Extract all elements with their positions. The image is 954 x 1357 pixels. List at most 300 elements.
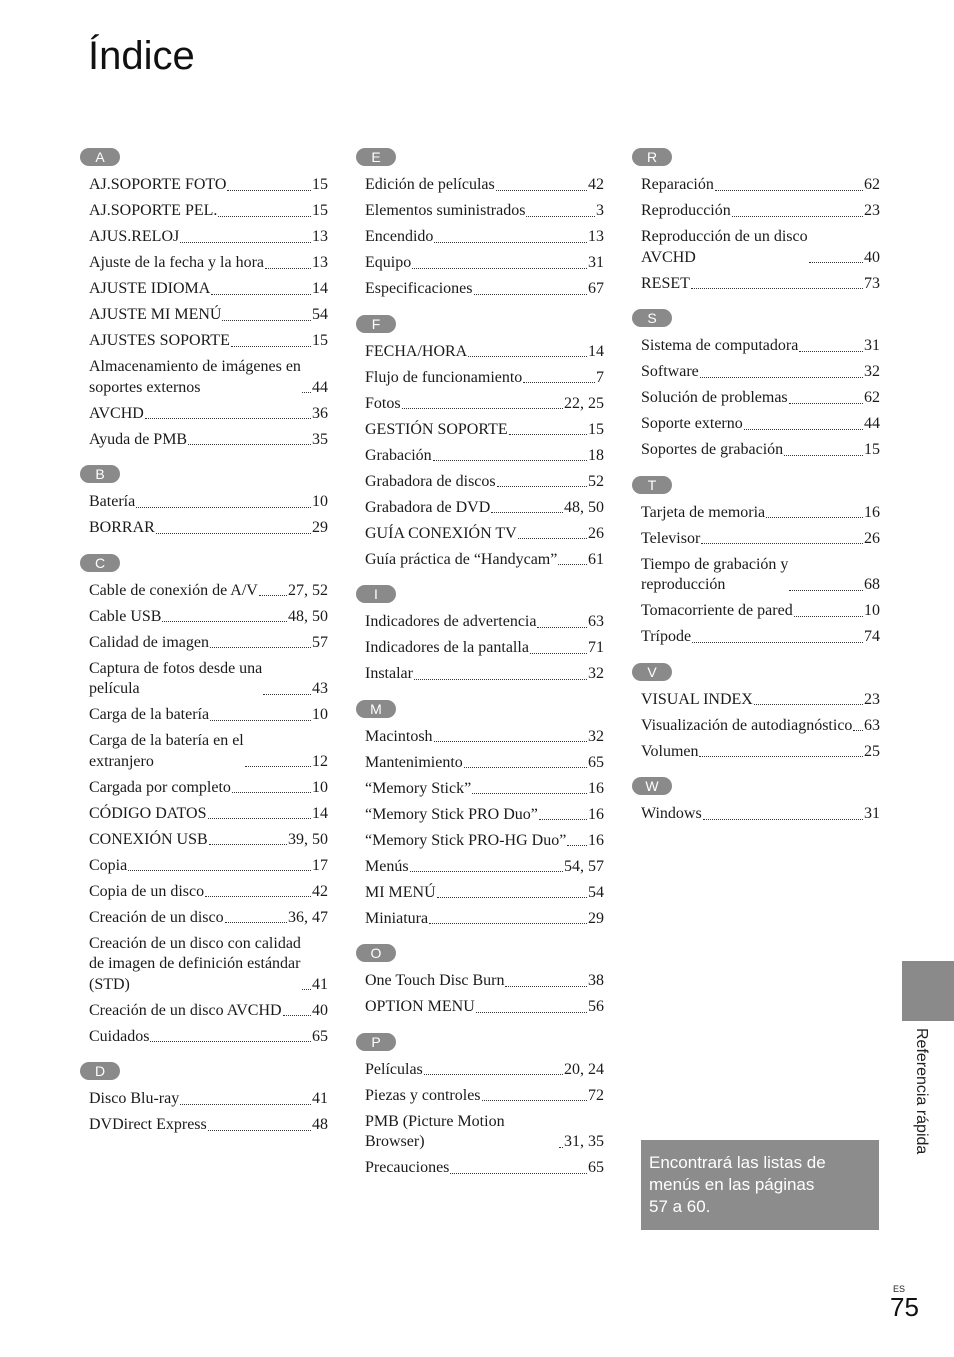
dot-leader [414,679,587,680]
index-entry[interactable] [365,638,604,659]
index-entry-term: Encendido [365,228,434,245]
index-section [356,315,604,571]
index-entry-list [80,581,328,1048]
dot-leader [211,294,311,295]
index-entry-page: 74 [864,628,880,645]
dot-leader [424,1074,563,1075]
index-entry[interactable] [365,498,604,519]
index-entry-page: 15 [588,420,604,438]
index-entry-page: 23 [864,202,880,219]
index-entry-page: 14 [588,342,604,360]
index-entry[interactable] [365,664,604,685]
index-entry[interactable] [89,1089,328,1110]
index-entry-term: “Memory Stick PRO-HG Duo” [365,831,567,849]
index-entry-term: Menús [365,857,409,875]
dot-leader [530,653,587,654]
index-entry-term: AVCHD [89,404,144,422]
index-entry[interactable] [641,201,880,222]
index-entry-term: Sistema de computadora [641,337,799,354]
index-entry-term: Solución de problemas [641,389,788,406]
index-entry-page: 32 [588,727,604,745]
index-entry-term: Cable USB [89,607,162,625]
page-title: Índice [88,34,195,78]
index-entry-page: 7 [596,368,604,386]
dot-leader [434,741,587,742]
index-entry-term: Guía práctica de “Handycam” [365,550,558,568]
dot-leader [474,294,588,295]
index-entry-term: Calidad de imagen [89,633,209,651]
index-entry[interactable] [641,742,880,763]
index-entry-term: Windows [641,805,702,822]
index-entry[interactable] [365,831,604,852]
index-entry-list [632,503,880,648]
index-entry-term: Copia [89,856,128,874]
index-entry-page: 16 [588,805,604,823]
index-entry-page: 54, 57 [564,857,604,875]
index-entry[interactable] [365,175,604,196]
index-entry[interactable] [365,394,604,415]
dot-leader [180,242,311,243]
index-entry-page: 14 [312,804,328,822]
index-entry[interactable] [365,342,604,363]
dot-leader [526,216,595,217]
index-entry-page: 68 [864,576,880,593]
index-entry[interactable] [89,607,328,628]
index-entry-term: Visualización de autodiagnóstico [641,716,853,734]
index-entry-term: Reproducción [641,202,731,219]
index-entry-page: 41 [312,975,328,993]
dot-leader [482,1100,587,1101]
index-entry-page: 29 [588,909,604,927]
index-entry-page: 48 [312,1116,328,1133]
index-entry[interactable] [89,175,328,196]
index-entry[interactable] [365,446,604,467]
index-entry-page: 13 [588,228,604,245]
index-entry-term: AJUSTES SOPORTE [89,332,230,349]
index-entry-term: Carga de la batería en el extranjero [89,732,244,770]
dot-leader [754,704,863,705]
index-entry[interactable] [89,856,328,877]
index-entry-term: Trípode [641,628,692,645]
dot-leader [145,418,311,419]
page-number: 75 [890,1292,919,1322]
index-entry[interactable] [365,1158,604,1179]
index-entry[interactable] [365,971,604,992]
dot-leader [283,1015,311,1016]
index-entry[interactable] [641,362,880,383]
dot-leader [559,1147,563,1148]
index-entry-term: Películas [365,1060,423,1078]
index-entry-term: Volumen [641,742,699,760]
index-entry[interactable] [641,627,880,648]
index-entry-page: 54 [588,883,604,901]
index-entry[interactable] [365,612,604,633]
section-letter-badge: M [356,700,396,718]
index-entry[interactable] [365,1060,604,1081]
section-letter-badge: I [356,585,396,603]
index-entry[interactable] [641,601,880,622]
index-entry[interactable] [641,440,880,461]
index-entry[interactable] [89,227,328,248]
index-section [356,148,604,300]
index-entry-term: PMB (Picture Motion Browser) [365,1112,505,1150]
index-entry-page: 29 [312,519,328,536]
index-entry-term: Copia de un disco [89,882,205,900]
dot-leader [703,819,863,820]
index-entry[interactable] [641,175,880,196]
index-entry-term: GUÍA CONEXIÓN TV [365,524,517,542]
index-entry-term: Software [641,363,699,380]
index-section [632,148,880,294]
index-entry-page: 18 [588,446,604,464]
index-entry[interactable] [365,368,604,389]
index-entry-page: 72 [588,1086,604,1104]
index-entry[interactable] [365,253,604,274]
index-entry-term: Especificaciones [365,280,473,297]
index-entry-page: 31 [864,337,880,354]
index-entry-page: 40 [864,248,880,266]
index-entry-term: Grabación [365,446,432,464]
dot-leader [558,564,587,565]
index-entry[interactable] [365,279,604,300]
index-entry-term: Equipo [365,254,412,271]
index-entry-term: Creación de un disco AVCHD [89,1001,282,1019]
index-entry-term: Grabadora de discos [365,472,496,490]
dot-leader [302,989,311,990]
index-entry[interactable] [89,778,328,799]
index-entry-term: Carga de la batería [89,706,210,723]
index-entry[interactable] [365,883,604,904]
dot-leader [699,756,863,757]
dot-leader [210,720,311,721]
dot-leader [732,216,863,217]
index-entry-term: Flujo de funcionamiento [365,368,523,386]
index-entry[interactable] [89,581,328,602]
index-entry-term: BORRAR [89,519,155,536]
index-entry-list [356,612,604,685]
index-entry-term: Fotos [365,394,401,412]
dot-leader [476,1012,587,1013]
index-entry-page: 17 [312,856,328,874]
index-entry-term: Ayuda de PMB [89,430,188,448]
index-entry-term: Tiempo de grabación y reproducción [641,555,789,593]
index-entry-page: 16 [864,503,880,521]
index-entry-term: DVDirect Express [89,1116,207,1133]
index-entry-term: “Memory Stick PRO Duo” [365,805,538,823]
index-entry[interactable] [641,503,880,524]
index-entry-term: OPTION MENU [365,998,475,1015]
dot-leader [433,460,587,461]
dot-leader [162,621,287,622]
index-entry-page: 65 [312,1027,328,1045]
index-entry[interactable] [89,357,328,398]
index-entry-term: Miniatura [365,909,429,927]
dot-leader [701,543,863,544]
dot-leader [691,288,863,289]
index-entry[interactable] [89,201,328,222]
index-entry-page: 31, 35 [564,1133,604,1150]
dot-leader [208,1130,311,1131]
index-entry-term: Macintosh [365,727,433,745]
index-entry[interactable] [641,804,880,825]
index-entry-term: Piezas y controles [365,1086,481,1104]
index-entry-term: Indicadores de la pantalla [365,639,529,656]
dot-leader [412,268,587,269]
index-entry[interactable] [89,279,328,300]
section-letter-badge: E [356,148,396,166]
dot-leader [468,356,587,357]
index-entry-list [356,1060,604,1179]
index-entry[interactable] [89,934,328,996]
index-entry[interactable] [365,420,604,441]
dot-leader [208,818,312,819]
index-entry-list [80,492,328,539]
index-entry[interactable] [365,472,604,493]
index-entry-term: Cuidados [89,1027,150,1045]
dot-leader [205,896,311,897]
index-entry[interactable] [89,518,328,539]
index-entry-term: Cargada por completo [89,778,231,796]
dot-leader [853,730,863,731]
index-entry[interactable] [641,555,880,596]
index-entry[interactable] [89,1027,328,1048]
index-entry[interactable] [89,253,328,274]
index-entry-list [356,175,604,300]
index-entry-term: Ajuste de la fecha y la hora [89,254,265,271]
index-entry-page: 16 [588,779,604,797]
index-entry-list [632,690,880,763]
dot-leader [799,351,863,352]
index-entry-page: 65 [588,753,604,771]
index-entry[interactable] [89,404,328,425]
index-entry[interactable] [89,430,328,451]
index-entry-term: Captura de fotos desde una película [89,659,263,697]
dot-leader [472,793,587,794]
index-entry-page: 22, 25 [564,394,604,412]
index-entry-list [356,727,604,930]
index-entry-page: 12 [312,752,328,770]
index-section [80,465,328,539]
section-letter-badge: R [632,148,672,166]
index-entry-term: Creación de un disco con calidad de imagen de definición estándar (STD) [89,934,301,993]
dot-leader [263,694,311,695]
index-entry-page: 31 [864,805,880,822]
index-entry-page: 25 [864,742,880,760]
index-entry[interactable] [89,305,328,326]
index-entry-page: 61 [588,550,604,568]
index-entry-term: RESET [641,274,690,292]
index-entry[interactable] [89,659,328,700]
index-entry-term: Batería [89,493,136,510]
index-entry-list [80,1089,328,1136]
dot-leader [429,923,587,924]
dot-leader [265,268,311,269]
index-column-1 [80,148,328,1151]
index-column-3 [632,148,880,840]
index-entry[interactable] [641,388,880,409]
menu-list-note: Encontrará las listas de menús en las páginas 57 a 60. [641,1140,879,1230]
index-entry-page: 10 [864,602,880,619]
index-section [356,700,604,930]
index-entry-page: 54 [312,306,328,323]
dot-leader [225,922,287,923]
index-section [632,309,880,461]
index-entry-term: AJ.SOPORTE FOTO [89,176,227,193]
index-entry[interactable] [365,753,604,774]
index-entry-page: 14 [312,280,328,297]
index-entry-term: VISUAL INDEX [641,690,753,708]
index-entry[interactable] [89,1115,328,1136]
index-entry[interactable] [365,805,604,826]
index-entry[interactable] [365,997,604,1018]
section-letter-badge: P [356,1033,396,1051]
index-entry-term: Creación de un disco [89,908,224,926]
index-entry-list [632,175,880,294]
index-entry[interactable] [641,336,880,357]
index-entry[interactable] [89,492,328,513]
language-label: ES [893,1284,906,1294]
index-entry[interactable] [641,529,880,550]
dot-leader [136,507,311,508]
index-entry-page: 10 [312,778,328,796]
index-entry-page: 44 [312,378,328,396]
index-entry-term: AJUS.RELOJ [89,228,180,245]
index-entry[interactable] [89,830,328,851]
index-entry-term: Cable de conexión de A/V [89,581,258,599]
index-entry-list [356,342,604,571]
section-letter-badge: V [632,663,672,681]
dot-leader [245,766,311,767]
dot-leader [700,377,863,378]
index-entry-page: 20, 24 [564,1060,604,1078]
index-entry-term: Reparación [641,176,714,193]
index-entry-page: 10 [312,493,328,510]
dot-leader [523,382,595,383]
index-entry-page: 32 [864,363,880,380]
index-entry-page: 48, 50 [564,498,604,516]
index-entry-term: CÓDIGO DATOS [89,804,207,822]
index-entry[interactable] [365,201,604,222]
index-entry-page: 38 [588,972,604,989]
index-entry[interactable] [89,331,328,352]
index-entry-term: Edición de películas [365,176,495,193]
index-entry-term: Almacenamiento de imágenes en soportes externos [89,358,301,396]
index-entry-page: 56 [588,998,604,1015]
section-tab [902,961,954,1021]
dot-leader [150,1041,311,1042]
index-entry[interactable] [89,731,328,772]
index-entry-term: Disco Blu-ray [89,1090,180,1107]
index-section [356,1033,604,1179]
index-entry[interactable] [89,633,328,654]
index-entry[interactable] [641,414,880,435]
index-entry-page: 71 [588,639,604,656]
dot-leader [809,262,863,263]
index-entry[interactable] [365,1112,604,1153]
index-entry-page: 35 [312,430,328,448]
index-entry-term: Instalar [365,665,413,682]
dot-leader [402,408,563,409]
index-entry-list [632,336,880,461]
dot-leader [509,434,587,435]
index-entry-page: 63 [864,716,880,734]
index-entry-term: Soportes de grabación [641,441,784,458]
index-entry-page: 16 [588,831,604,849]
index-entry[interactable] [365,550,604,571]
index-entry-page: 57 [312,633,328,651]
index-entry[interactable] [89,882,328,903]
index-entry-page: 52 [588,472,604,490]
index-entry-page: 31 [588,254,604,271]
index-entry-page: 41 [312,1090,328,1107]
index-entry[interactable] [89,804,328,825]
section-letter-badge: D [80,1062,120,1080]
section-tab-label: Referencia rápida [913,1028,930,1155]
dot-leader [180,1104,311,1105]
index-entry-page: 65 [588,1159,604,1176]
dot-leader [210,647,311,648]
index-section [80,554,328,1048]
index-entry-page: 43 [312,680,328,697]
section-letter-badge: B [80,465,120,483]
dot-leader [128,870,311,871]
dot-leader [497,486,587,487]
index-entry[interactable] [365,727,604,748]
section-letter-badge: S [632,309,672,327]
index-entry-page: 42 [588,176,604,193]
index-entry[interactable] [89,908,328,929]
index-entry[interactable] [365,779,604,800]
index-entry[interactable] [641,227,880,268]
index-entry-term: Indicadores de advertencia [365,613,537,630]
dot-leader [227,190,311,191]
index-entry[interactable] [641,274,880,295]
index-entry[interactable] [365,909,604,930]
index-entry[interactable] [89,705,328,726]
index-entry-page: 32 [588,665,604,682]
index-entry[interactable] [365,524,604,545]
index-entry-page: 48, 50 [288,607,328,625]
index-entry-page: 15 [312,332,328,349]
index-entry[interactable] [641,716,880,737]
index-entry-page: 39, 50 [288,830,328,848]
index-entry[interactable] [641,690,880,711]
index-entry-page: 62 [864,389,880,406]
index-entry-page: 26 [588,524,604,542]
index-entry-term: GESTIÓN SOPORTE [365,420,508,438]
index-entry-term: Precauciones [365,1159,450,1176]
index-entry-page: 67 [588,280,604,297]
dot-leader [789,403,863,404]
dot-leader [491,512,563,513]
dot-leader [450,1173,587,1174]
index-entry[interactable] [89,1001,328,1022]
section-letter-badge: W [632,777,672,795]
index-entry-page: 36, 47 [288,908,328,926]
section-letter-badge: F [356,315,396,333]
index-entry-list [632,804,880,825]
dot-leader [259,595,287,596]
index-section [632,663,880,763]
dot-leader [464,767,587,768]
index-entry[interactable] [365,1086,604,1107]
index-section [632,476,880,648]
index-entry[interactable] [365,227,604,248]
index-entry-term: FECHA/HORA [365,342,468,360]
index-entry-page: 44 [864,415,880,432]
index-entry[interactable] [365,857,604,878]
dot-leader [232,792,311,793]
